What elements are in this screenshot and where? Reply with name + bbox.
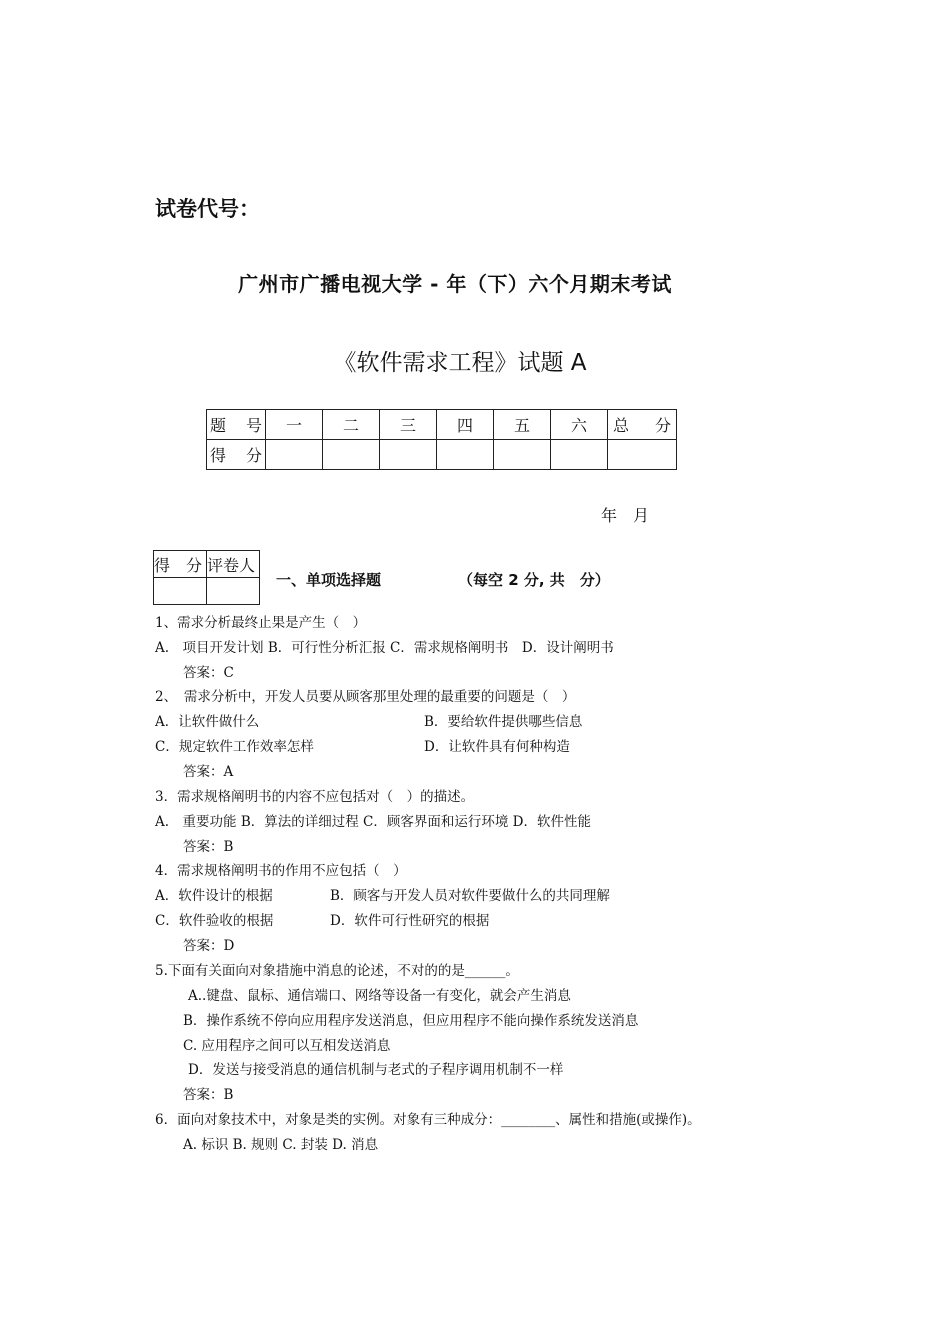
score-table-header-cell: 四: [437, 410, 494, 440]
score-table-total-header: 总 分: [608, 410, 677, 440]
question-line: A．让软件做什么: [155, 714, 260, 730]
question-line: 答案：D: [183, 938, 235, 954]
section-points-note: （每空 2 分, 共 分）: [458, 571, 610, 589]
section-heading: 一、单项选择题: [276, 571, 382, 589]
question-line: 4．需求规格阐明书的作用不应包括（ ）: [155, 863, 407, 879]
question-line: 答案：B: [183, 839, 234, 855]
grader-score-label: 得 分: [154, 551, 207, 578]
score-cell-total: [608, 440, 677, 470]
question-line: 5.下面有关面向对象措施中消息的论述，不对的的是______。: [155, 963, 519, 979]
question-line: 3．需求规格阐明书的内容不应包括对（ ）的描述。: [155, 789, 475, 805]
date-line: 年 月: [601, 506, 650, 525]
score-table-header-cell: 三: [380, 410, 437, 440]
question-line: A..键盘、鼠标、通信端口、网络等设备一有变化，就会产生消息: [188, 988, 571, 1004]
question-line: 答案：A: [183, 764, 234, 780]
question-line: B．顾客与开发人员对软件要做什么的共同理解: [330, 888, 610, 904]
score-table-score-label: 得 分: [207, 440, 266, 470]
score-table-header-row: [207, 410, 677, 440]
grader-table-blank-row: [154, 578, 260, 605]
question-line: D．发送与接受消息的通信机制与老式的子程序调用机制不一样: [188, 1062, 564, 1078]
grader-table: [153, 550, 260, 605]
score-cell: [551, 440, 608, 470]
score-table-score-row: [207, 440, 677, 470]
question-line: A. 标识 B. 规则 C. 封装 D. 消息: [183, 1137, 379, 1153]
question-line: 答案：B: [183, 1087, 234, 1103]
score-table: [206, 409, 677, 470]
question-line: 6．面向对象技术中，对象是类的实例。对象有三种成分：________、属性和措施(或操作)。: [155, 1112, 701, 1128]
question-line: 1、需求分析最终止果是产生（ ）: [155, 615, 367, 631]
score-table-header-label: 题 号: [207, 410, 266, 440]
question-line: C．软件验收的根据: [155, 913, 274, 929]
grader-name-label: 评卷人: [207, 551, 260, 578]
score-table-header-cell: 二: [323, 410, 380, 440]
score-table-header-cell: 一: [266, 410, 323, 440]
question-line: 2、 需求分析中，开发人员要从顾客那里处理的最重要的问题是（ ）: [155, 689, 576, 705]
score-cell: [437, 440, 494, 470]
score-cell: [380, 440, 437, 470]
grader-name-cell: [207, 578, 260, 605]
question-line: A. 重要功能 B．算法的详细过程 C．顾客界面和运行环境 D．软件性能: [155, 814, 591, 830]
university-exam-title: 广州市广播电视大学 - 年（下）六个月期末考试: [238, 272, 672, 296]
question-line: A. 项目开发计划 B．可行性分析汇报 C．需求规格阐明书 D．设计阐明书: [155, 640, 614, 656]
question-line: B．操作系统不停向应用程序发送消息，但应用程序不能向操作系统发送消息: [183, 1013, 639, 1029]
question-line: C. 应用程序之间可以互相发送消息: [183, 1038, 391, 1054]
grader-score-cell: [154, 578, 207, 605]
score-table-header-cell: 六: [551, 410, 608, 440]
score-cell: [323, 440, 380, 470]
score-table-header-cell: 五: [494, 410, 551, 440]
question-line: D．让软件具有何种构造: [424, 739, 570, 755]
score-cell: [494, 440, 551, 470]
exam-paper-title: 《软件需求工程》试题 A: [333, 350, 587, 376]
question-line: C．规定软件工作效率怎样: [155, 739, 314, 755]
question-line: B．要给软件提供哪些信息: [424, 714, 583, 730]
question-line: D．软件可行性研究的根据: [330, 913, 490, 929]
question-line: 答案：C: [183, 665, 234, 681]
exam-code-label: 试卷代号：: [155, 197, 260, 221]
question-line: A．软件设计的根据: [155, 888, 273, 904]
grader-table-header-row: [154, 551, 260, 578]
score-cell: [266, 440, 323, 470]
